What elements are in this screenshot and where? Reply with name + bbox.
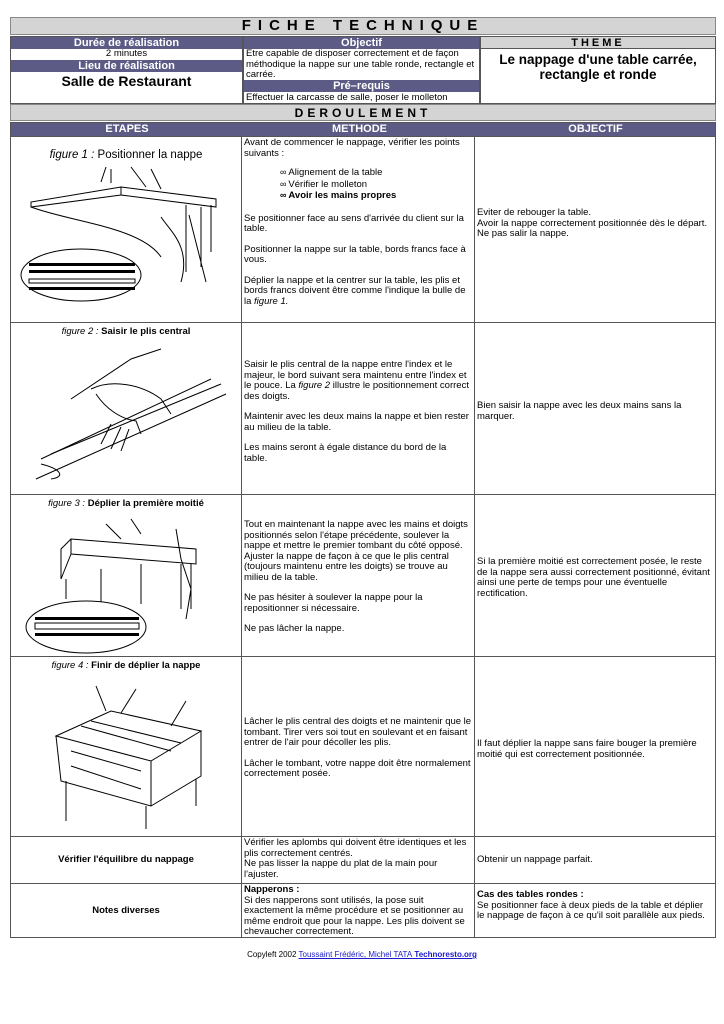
- table-row: [11, 322, 715, 494]
- method-paragraph: Lâcher le plis central des doigts et ne maintenir que le tombant. Tirer vers soi tout en soulevant et en faisant entrer de l'air pour décoller les plis.: [244, 716, 472, 748]
- method-paragraph: Positionner la nappe sur la table, bords francs face à vous.: [244, 243, 466, 265]
- header-theme-box: [480, 36, 716, 104]
- duree-label: Durée de réalisation: [11, 37, 242, 49]
- method-cell: [242, 657, 475, 836]
- table-row: [11, 136, 715, 322]
- prerequis-label: Pré–requis: [244, 80, 479, 92]
- figure-label: figure 2 :: [61, 326, 99, 337]
- figure-label: figure 1 :: [49, 149, 95, 161]
- step-cell: [11, 837, 242, 883]
- theme-text: Le nappage d'une table carrée, rectangle et ronde: [499, 52, 697, 82]
- method-paragraph: Tout en maintenant la nappe avec les mains et doigts positionnés selon l'étape précédente, soulever la nappe et mettre le premier tombant du côté opposé. Ajuster la nappe de façon à ce que le plis central (toujours maintenu entre les doigts) se trouve au milieu de la table.: [244, 519, 468, 583]
- lieu-value: Salle de Restaurant: [61, 72, 192, 89]
- step-title: Vérifier l'équilibre du nappage: [58, 853, 194, 865]
- site-link[interactable]: Technoresto.org: [412, 950, 477, 959]
- theme-label: THEME: [481, 37, 715, 49]
- method-cell: [242, 495, 475, 656]
- footer: [0, 950, 724, 959]
- objective-text: Eviter de rebouger la table. Avoir la nappe correctement positionnée dès le départ. Ne pas salir la nappe.: [477, 207, 708, 239]
- method-cell: [242, 323, 475, 494]
- lieu-label: Lieu de réalisation: [11, 60, 242, 72]
- objective-text: Bien saisir la nappe avec les deux mains sans la marquer.: [477, 400, 682, 422]
- hand-grip-illustration: [11, 339, 242, 489]
- step-cell: [11, 323, 242, 494]
- figure-title: Saisir le plis central: [101, 326, 191, 337]
- column-header-objectif: OBJECTIF: [476, 123, 715, 136]
- figure-title: Positionner la nappe: [97, 149, 203, 161]
- objective-cell: [475, 837, 715, 883]
- objective-text: Obtenir un nappage parfait.: [477, 853, 593, 865]
- method-paragraph: Si des napperons sont utilisés, la pose suit exactement la même procédure et se positionner au même endroit que pour la nappe. Les plis doivent se chevaucher correctement.: [244, 894, 465, 937]
- table-positioning-illustration: [11, 157, 242, 317]
- checklist-item: ∞ Alignement de la table: [280, 167, 472, 179]
- figure-label: figure 3 :: [48, 498, 86, 509]
- method-paragraph: Les mains seront à égale distance du bord de la table.: [244, 442, 447, 464]
- objectif-text: Etre capable de disposer correctement et de façon méthodique la nappe sur une table ronde, rectangle et carrée.: [246, 48, 475, 80]
- step-cell: [11, 884, 242, 938]
- table-row: [11, 494, 715, 656]
- column-header-etapes: ETAPES: [11, 123, 243, 136]
- objective-cell: [475, 323, 715, 494]
- table-row: [11, 836, 715, 883]
- objective-cell: [475, 657, 715, 836]
- prerequis-text: Effectuer la carcasse de salle, poser le molleton: [246, 92, 448, 103]
- method-cell: [242, 884, 475, 938]
- table-row: [11, 656, 715, 836]
- step-title: Notes diverses: [92, 904, 160, 916]
- header-objectif-box: [243, 36, 480, 104]
- method-paragraph: Déplier la nappe et la centrer sur la table, les plis et bords francs doivent être comme l'indique la bulle de la figure 1.: [244, 274, 466, 307]
- checklist-item: ∞ Vérifier le molleton: [280, 179, 472, 191]
- method-cell: [242, 137, 475, 322]
- step-cell: [11, 657, 242, 836]
- page-title: FICHE TECHNIQUE: [10, 17, 716, 35]
- objective-text: Il faut déplier la nappe sans faire bouger la première moitié qui est correctement positionnée.: [477, 738, 697, 760]
- duree-value: 2 minutes: [105, 48, 148, 59]
- full-unfold-illustration: [11, 671, 242, 831]
- method-paragraph: Lâcher le tombant, votre nappe doit être normalement correctement posée.: [244, 757, 471, 779]
- method-paragraph: Se positionner face au sens d'arrivée du client sur la table.: [244, 212, 464, 234]
- step-cell: [11, 495, 242, 656]
- figure-label: figure 4 :: [51, 660, 89, 671]
- section-title: DEROULEMENT: [10, 104, 716, 121]
- figure-caption: [13, 661, 239, 672]
- first-half-unfold-illustration: [11, 509, 242, 654]
- table-row: [11, 883, 715, 938]
- step-cell: [11, 137, 242, 322]
- figure-title: Déplier la première moitié: [87, 498, 204, 509]
- checklist: [280, 167, 472, 202]
- objective-cell: [475, 884, 715, 938]
- figure-caption: [13, 327, 239, 338]
- figure-caption: [13, 499, 239, 510]
- method-paragraph: Ne pas hésiter à soulever la nappe pour la repositionner si nécessaire.: [244, 592, 423, 614]
- objective-subtitle: Cas des tables rondes :: [477, 889, 584, 900]
- objective-cell: [475, 495, 715, 656]
- checklist-item: ∞ Avoir les mains propres: [280, 190, 472, 202]
- column-header-methode: METHODE: [243, 123, 476, 136]
- method-paragraph: Maintenir avec les deux mains la nappe et bien rester au milieu de la table.: [244, 411, 469, 433]
- figure-title: Finir de déplier la nappe: [91, 660, 201, 671]
- method-paragraph: Ne pas lâcher la nappe.: [244, 623, 345, 634]
- objectif-label: Objectif: [244, 37, 479, 49]
- procedure-table: [10, 122, 716, 938]
- method-cell: Vérifier les aplombs qui doivent être identiques et les plis correctement centrés. Ne pas lisser la nappe du plat de la main pour l'ajuster.: [242, 837, 475, 883]
- method-subtitle: Napperons :: [244, 884, 300, 895]
- objective-text: Se positionner face à deux pieds de la table et déplier le nappage de façon à ce qu'il soit parallèle aux pieds.: [477, 899, 705, 921]
- authors-link[interactable]: Toussaint Frédéric, Michel TATA: [298, 950, 413, 959]
- objective-text: Si la première moitié est correctement posée, le reste de la nappe sera aussi correctement positionné, évitant ainsi une perte de temps pour une éventuelle rectification.: [477, 556, 710, 599]
- objective-cell: [475, 137, 715, 322]
- footer-copyleft: Copyleft 2002: [247, 950, 299, 959]
- header-left-box: [10, 36, 243, 104]
- method-intro: Avant de commencer le nappage, vérifier les points suivants :: [244, 137, 460, 159]
- method-paragraph: Saisir le plis central de la nappe entre l'index et le majeur, le bord suivant sera maintenu entre l'index et le pouce. La figure 2 illustre le positionnement correct des doigts.: [244, 359, 469, 402]
